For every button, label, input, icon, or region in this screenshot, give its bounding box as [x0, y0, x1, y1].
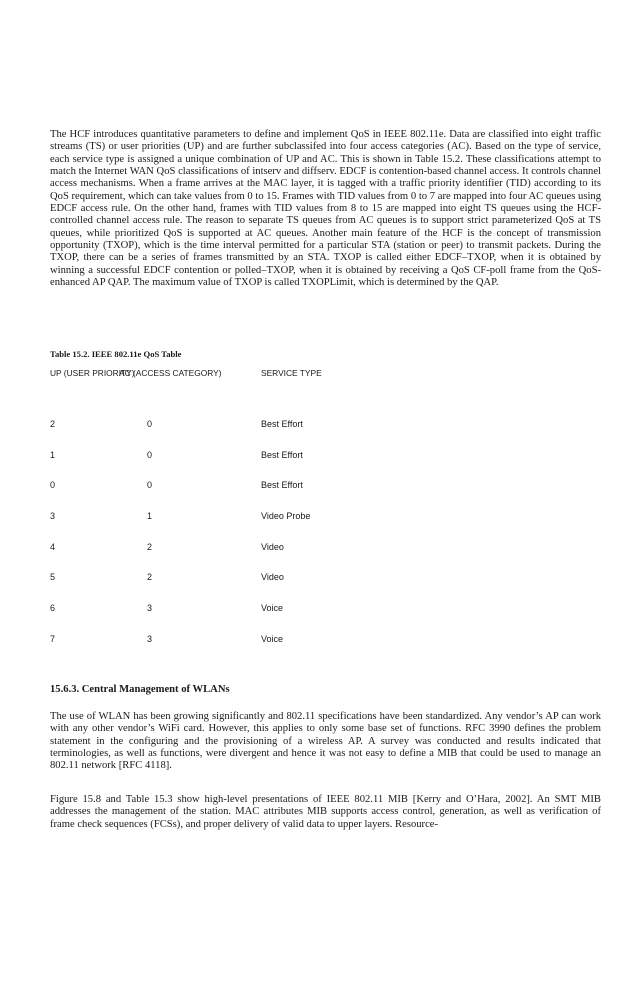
cell-ac: 0	[147, 449, 153, 460]
table-row	[50, 570, 601, 614]
cell-up: 4	[50, 541, 56, 552]
cell-ac: 0	[147, 480, 153, 491]
cell-up: 1	[50, 449, 56, 460]
cell-service-type: Video Probe	[261, 511, 311, 522]
cell-service-type: Voice	[261, 603, 284, 614]
cell-ac: 3	[147, 603, 153, 614]
cell-ac: 0	[147, 419, 153, 429]
table-caption: Table 15.2. IEEE 802.11e QoS Table	[50, 349, 182, 359]
header-service-type: SERVICE TYPE	[261, 368, 322, 378]
cell-service-type: Video	[261, 541, 284, 552]
table-row	[50, 539, 601, 583]
cell-up: 2	[50, 419, 56, 429]
cell-service-type: Video	[261, 572, 284, 583]
cell-up: 0	[50, 480, 56, 491]
cell-ac: 3	[147, 633, 153, 644]
qos-table	[50, 368, 601, 644]
table-row	[50, 478, 601, 522]
table-row	[50, 386, 601, 429]
paragraph-hcf: The HCF introduces quantitative parameters to define and implement QoS in IEEE 802.11e. Data are classified into eight traffic streams (TS) or user priorities (UP) and are further subclassifed into four access categories (AC). Based on the type of service, each service type is assigned a unique combination of UP and AC. This is shown in Table 15.2. These classifications attempt to match the Internet WAN QoS classifications of intserv and diffserv. EDCF is contention-based channel access. It controls channel access mechanisms. When a frame arrives at the MAC layer, it is tagged with a traffic priority identifier (TID) according to its QoS requirement, which can take values from 0 to 15. Frames with TID values from 0 to 7 are mapped into four AC queues using EDCF access rule. On the other hand, frames with TID values from 8 to 15 are mapped into eight TS queues using the HCF-controlled channel access rule. The reason to separate TS queues from AC queues is to support strict parameterized QoS at TS queues, while prioritized QoS is supported at AC queues. Another main feature of the HCF is the concept of transmission opportunity (TXOP), which is the time interval permitted for a particular STA (station or peer) to transmit packets. During the TXOP, there can be a series of frames transmitted by an STA. TXOP is called either EDCF–TXOP, when it is obtained by winning a successful EDCF contention or polled–TXOP, when it is obtained by receiving a QoS CF-poll frame from the QoS-enhanced AP QAP. The maximum value of TXOP is called TXOPLimit, which is determined by the QAP.	[50, 129, 601, 289]
table-header-row	[50, 368, 601, 386]
cell-ac: 2	[147, 541, 153, 552]
paragraph-wlan-use: The use of WLAN has been growing significantly and 802.11 specifications have been standardized. Any vendor’s AP can work with any other vendor’s WiFi card. However, this applies to only some base set of functions. RFC 3990 defines the problem statement in the configuring and the provisioning of a wireless AP. A survey was conducted and results indicated that terminologies, as well as functions, were divergent and hence it was not easy to define a MIB that could be used to manage an 802.11 network [RFC 4118].	[50, 711, 601, 772]
cell-ac: 1	[147, 511, 153, 522]
table-row	[50, 601, 601, 644]
cell-up: 7	[50, 633, 56, 644]
cell-service-type: Best Effort	[261, 480, 303, 491]
paragraph-mib: Figure 15.8 and Table 15.3 show high-level presentations of IEEE 802.11 MIB [Kerry and O’Hara, 2002]. An SMT MIB addresses the management of the station. MAC attributes MIB supports access control, generation, as well as verification of frame check sequences (FCSs), and proper delivery of valid data to upper layers. Resource-	[50, 794, 601, 830]
cell-up: 5	[50, 572, 56, 583]
cell-service-type: Best Effort	[261, 449, 303, 460]
cell-up: 3	[50, 511, 56, 522]
header-up: UP (USER PRIORITY)	[50, 368, 135, 378]
cell-service-type: Voice	[261, 633, 284, 644]
cell-ac: 2	[147, 572, 153, 583]
header-ac: AC (ACCESS CATEGORY)	[119, 368, 222, 378]
table-row	[50, 447, 601, 491]
cell-service-type: Best Effort	[261, 419, 303, 429]
section-heading: 15.6.3. Central Management of WLANs	[50, 684, 230, 695]
table-row	[50, 417, 601, 460]
table-row	[50, 509, 601, 552]
cell-up: 6	[50, 603, 56, 614]
